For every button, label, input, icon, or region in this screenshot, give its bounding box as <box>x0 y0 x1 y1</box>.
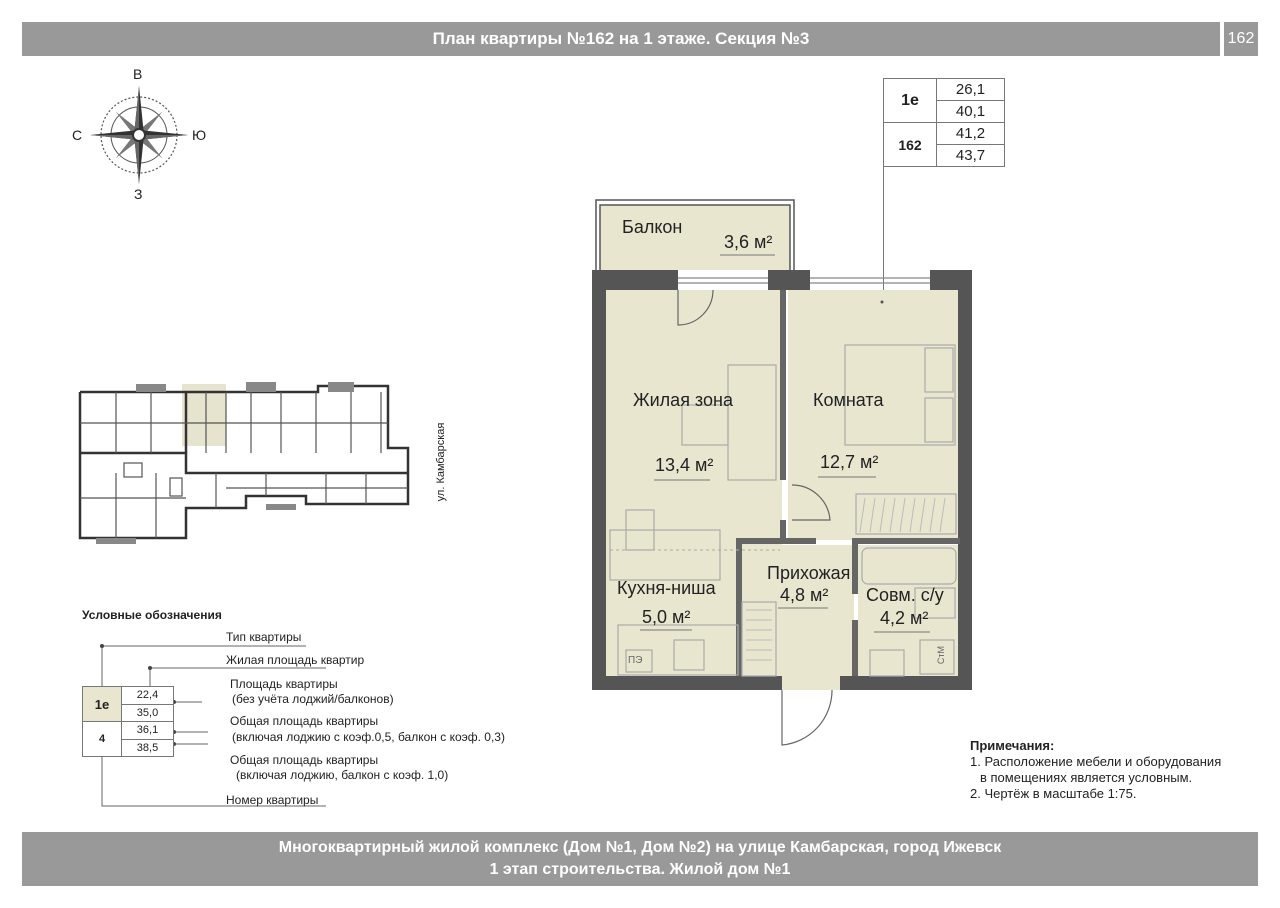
room-area: 12,7 м² <box>820 452 879 472</box>
street-name: ул. Камбарская <box>435 422 447 502</box>
legend-card-type: 1e <box>83 687 122 722</box>
notes-line-1: 1. Расположение мебели и оборудования <box>970 754 1222 769</box>
card-apartment-area: 40,1 <box>937 101 1005 123</box>
balcony-name: Балкон <box>622 217 683 237</box>
kitchen-name: Кухня-ниша <box>617 578 716 598</box>
legend-item-number: Номер квартиры <box>226 793 319 807</box>
legend-card-value-2: 35,0 <box>122 704 174 722</box>
key-plan <box>66 378 426 548</box>
stove-label: ПЭ <box>628 655 643 666</box>
living-zone-area: 13,4 м² <box>655 455 714 475</box>
legend-card-value-4: 38,5 <box>122 739 174 757</box>
legend-item-total-coef-note: (включая лоджию с коэф.0,5, балкон с коэф. 0,3) <box>232 730 505 744</box>
legend-card <box>82 686 174 757</box>
living-zone-name: Жилая зона <box>633 390 733 410</box>
page-title: План квартиры №162 на 1 этаже. Секция №3 <box>432 29 810 48</box>
kitchen-area: 5,0 м² <box>642 607 691 627</box>
legend-card-value-1: 22,4 <box>122 687 174 705</box>
notes-title: Примечания: <box>970 738 1055 753</box>
card-apartment-number: 162 <box>884 123 937 167</box>
compass-rose <box>70 66 220 206</box>
building-key-plan <box>66 378 426 548</box>
legend-title: Условные обозначения <box>82 608 222 622</box>
legend-item-type: Тип квартиры <box>226 630 302 644</box>
legend-item-total-coef: Общая площадь квартиры <box>230 714 379 728</box>
compass-south: З <box>134 186 143 202</box>
balcony-area: 3,6 м² <box>724 232 773 252</box>
legend-item-area: Площадь квартиры <box>230 677 338 691</box>
page-header <box>22 22 1220 56</box>
washer-label: СтМ <box>936 645 947 665</box>
notes-line-3: 2. Чертёж в масштабе 1:75. <box>970 786 1137 801</box>
page-footer <box>22 832 1258 886</box>
page-number: 162 <box>1224 22 1258 56</box>
floor-plan <box>570 180 990 760</box>
hall-area: 4,8 м² <box>780 585 829 605</box>
footer-line-2: 1 этап строительства. Жилой дом №1 <box>489 861 791 878</box>
floor-plan-drawing <box>570 180 990 760</box>
footer-line-1: Многоквартирный жилой комплекс (Дом №1, Дом №2) на улице Камбарская, город Ижевск <box>278 839 1002 856</box>
compass-north: В <box>133 66 143 82</box>
bathroom-name: Совм. с/у <box>866 585 944 605</box>
legend-item-total-full-note: (включая лоджию, балкон с коэф. 1,0) <box>236 768 449 782</box>
room-name: Комната <box>813 390 884 410</box>
apartment-info-card <box>883 78 1005 167</box>
card-total-area-coef: 41,2 <box>937 123 1005 145</box>
notes <box>970 738 1221 802</box>
card-apartment-type: 1e <box>884 79 937 123</box>
compass-west: С <box>72 127 83 143</box>
legend-item-area-note: (без учёта лоджий/балконов) <box>232 692 394 706</box>
compass-east: Ю <box>192 127 207 143</box>
card-living-area: 26,1 <box>937 79 1005 101</box>
bathroom-area: 4,2 м² <box>880 608 929 628</box>
legend-card-number: 4 <box>83 722 122 757</box>
card-total-area-full: 43,7 <box>937 145 1005 167</box>
legend-card-value-3: 36,1 <box>122 722 174 740</box>
street-label <box>435 407 447 517</box>
legend-item-total-full: Общая площадь квартиры <box>230 753 379 767</box>
hall-name: Прихожая <box>767 563 851 583</box>
notes-line-2: в помещениях является условным. <box>980 770 1193 785</box>
legend-item-living-area: Жилая площадь квартир <box>226 653 365 667</box>
